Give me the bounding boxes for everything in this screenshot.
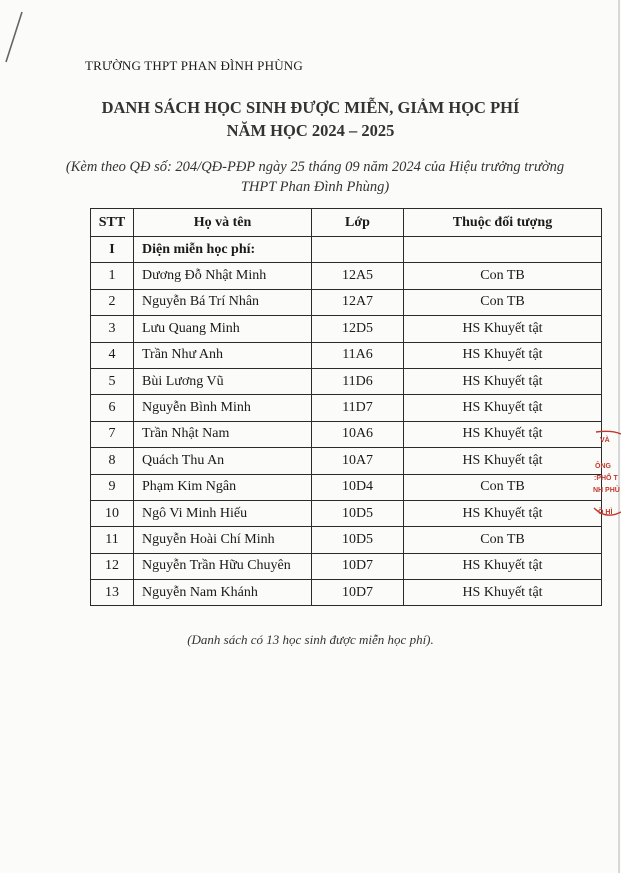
row-name: Nguyễn Hoài Chí Minh [134,527,312,553]
row-class: 11D6 [312,368,404,394]
row-stt: 9 [91,474,134,500]
table-row [91,342,602,368]
table-row [91,395,602,421]
table-row [91,263,602,289]
row-class: 10D7 [312,580,404,606]
row-name: Lưu Quang Minh [134,316,312,342]
col-header-class: Lớp [312,209,404,237]
section-index: I [91,237,134,263]
row-stt: 4 [91,342,134,368]
row-stt: 12 [91,553,134,579]
row-class: 10A7 [312,448,404,474]
row-type: HS Khuyết tật [404,316,602,342]
row-stt: 2 [91,289,134,315]
row-type: Con TB [404,474,602,500]
row-type: Con TB [404,527,602,553]
row-type: HS Khuyết tật [404,395,602,421]
table-row [91,421,602,447]
row-stt: 3 [91,316,134,342]
decision-note: (Kèm theo QĐ số: 204/QĐ-PĐP ngày 25 tháng 09 năm 2024 của Hiệu trưởng trường THPT Phan Đình Phùng) [65,159,565,195]
row-type: HS Khuyết tật [404,580,602,606]
row-class: 12A7 [312,289,404,315]
row-stt: 13 [91,580,134,606]
row-stt: 1 [91,263,134,289]
row-stt: 7 [91,421,134,447]
table-row [91,448,602,474]
svg-text:NH PHÙ: NH PHÙ [593,487,620,494]
row-name: Bùi Lương Vũ [134,368,312,394]
row-type: Con TB [404,289,602,315]
row-class: 10D5 [312,527,404,553]
col-header-stt: STT [91,209,134,237]
fold-line-mark [0,10,30,70]
row-name: Trần Nhật Nam [134,421,312,447]
school-year: NĂM HỌC 2024 – 2025 [226,121,395,140]
row-name: Quách Thu An [134,448,312,474]
col-header-name: Họ và tên [134,209,312,237]
row-class: 12D5 [312,316,404,342]
table-header-row [91,209,602,237]
table-row [91,474,602,500]
row-type: HS Khuyết tật [404,368,602,394]
row-name: Nguyễn Nam Khánh [134,580,312,606]
row-class: 10D7 [312,553,404,579]
svg-text::PHỔ T: :PHỔ T [594,475,618,482]
col-header-type: Thuộc đối tượng [404,209,602,237]
table-row [91,527,602,553]
footer-note: (Danh sách có 13 học sinh được miễn học phí). [187,632,434,647]
table-row [91,500,602,526]
table-row [91,289,602,315]
row-name: Nguyễn Trần Hữu Chuyên [134,553,312,579]
row-class: 12A5 [312,263,404,289]
row-type: HS Khuyết tật [404,342,602,368]
table-row [91,553,602,579]
row-stt: 8 [91,448,134,474]
section-row [91,237,602,263]
row-class: 10D5 [312,500,404,526]
table-row [91,368,602,394]
section-label: Diện miễn học phí: [134,237,312,263]
student-table [90,208,602,606]
section-empty-cell [312,237,404,263]
row-name: Nguyễn Bình Minh [134,395,312,421]
row-name: Dương Đỗ Nhật Minh [134,263,312,289]
row-name: Phạm Kim Ngân [134,474,312,500]
row-type: HS Khuyết tật [404,553,602,579]
section-empty-cell [404,237,602,263]
row-class: 11A6 [312,342,404,368]
document-title: DANH SÁCH HỌC SINH ĐƯỢC MIỄN, GIẢM HỌC PHÍ [101,98,520,117]
row-name: Ngô Vi Minh Hiếu [134,500,312,526]
row-type: HS Khuyết tật [404,421,602,447]
row-stt: 11 [91,527,134,553]
red-stamp-partial [592,430,621,530]
table-row [91,580,602,606]
row-class: 10D4 [312,474,404,500]
row-stt: 10 [91,500,134,526]
row-class: 10A6 [312,421,404,447]
school-name: TRƯỜNG THPT PHAN ĐÌNH PHÙNG [85,58,303,73]
row-stt: 5 [91,368,134,394]
row-type: HS Khuyết tật [404,500,602,526]
row-name: Nguyễn Bá Trí Nhân [134,289,312,315]
row-class: 11D7 [312,395,404,421]
row-stt: 6 [91,395,134,421]
row-type: HS Khuyết tật [404,448,602,474]
row-name: Trần Như Anh [134,342,312,368]
svg-text:VÀ: VÀ [600,437,610,444]
table-row [91,316,602,342]
svg-text:Ồ HÌ: Ồ HÌ [598,509,613,516]
row-type: Con TB [404,263,602,289]
svg-text:ÔNG: ÔNG [595,463,611,470]
